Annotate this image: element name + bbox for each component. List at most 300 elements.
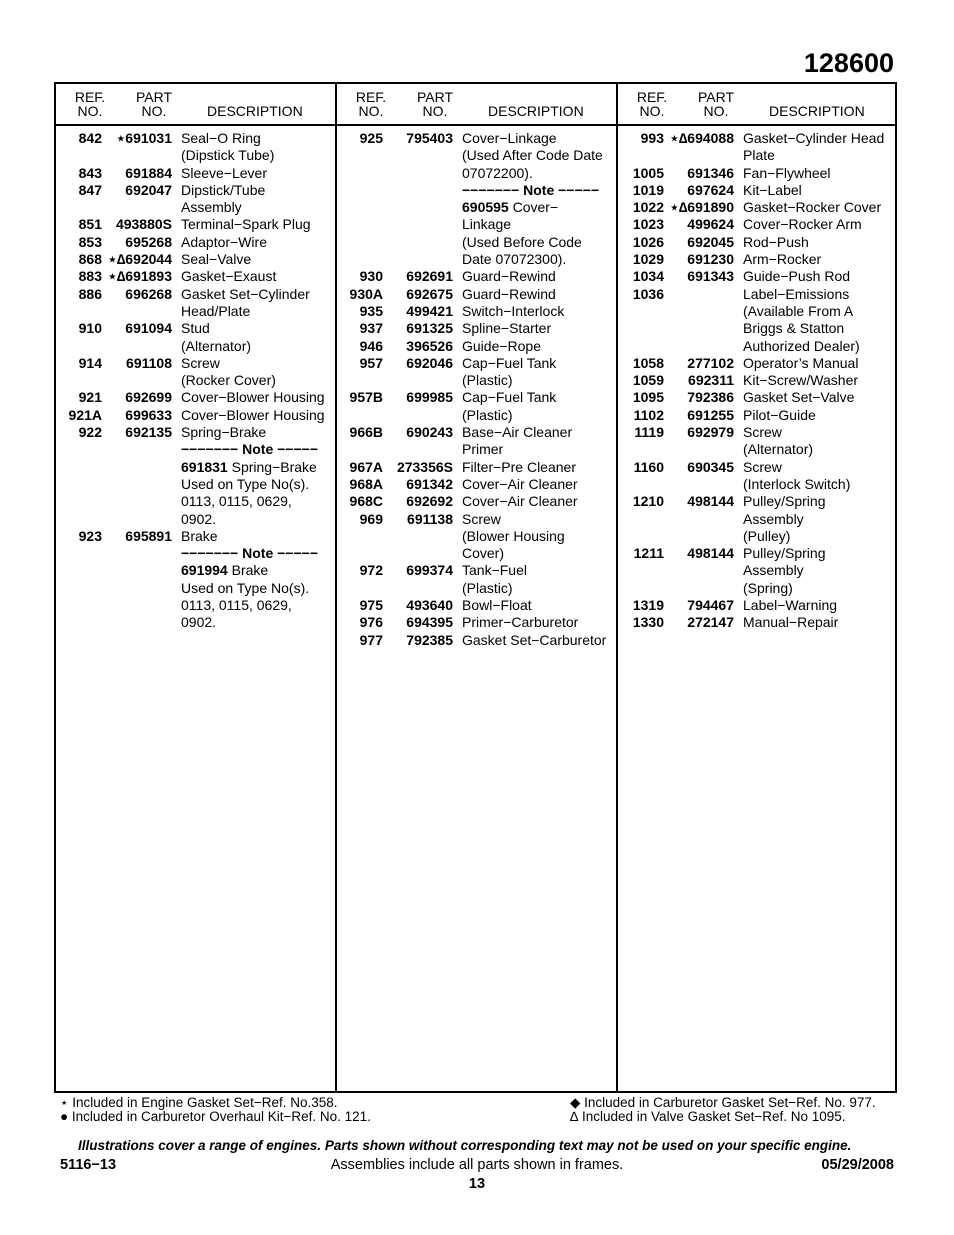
- description-line: (Plastic): [462, 406, 513, 423]
- ref-number: 1319: [632, 597, 664, 614]
- ref-number: 1026: [632, 233, 664, 250]
- description-line: Linkage: [462, 216, 512, 233]
- description-line: Dipstick/Tube: [181, 181, 266, 198]
- table-row: [337, 614, 617, 631]
- table-row: [56, 424, 336, 528]
- parts-list: [618, 130, 898, 632]
- table-row: [618, 268, 898, 285]
- table-row: [337, 389, 617, 424]
- part-number: 695268: [125, 233, 172, 250]
- part-header: PART: [697, 89, 735, 105]
- part-number: 691884: [125, 164, 172, 181]
- description-line: Primer: [462, 441, 504, 458]
- description-line: Terminal−Spark Plug: [181, 216, 311, 233]
- description-line: Spring−Brake: [181, 424, 267, 441]
- description-line: (Used Before Code: [462, 233, 582, 250]
- part-number: ⋆∆694088: [669, 130, 734, 146]
- description: [172, 407, 336, 424]
- note-part-number: −−−−−−− Note −−−−−: [462, 181, 599, 198]
- table-row: [337, 338, 617, 355]
- ref-number: 1119: [634, 424, 664, 441]
- description: [453, 355, 617, 390]
- description: [453, 389, 617, 424]
- description: [453, 614, 617, 631]
- description-line: Fan−Flywheel: [743, 164, 831, 181]
- ref-header: REF.: [636, 89, 668, 105]
- description-line: Used on Type No(s).: [181, 475, 310, 492]
- description-line: Authorized Dealer): [743, 337, 860, 354]
- table-row: [337, 562, 617, 597]
- description-line: Gasket−Cylinder Head: [743, 130, 885, 146]
- description: [734, 424, 898, 459]
- description: [453, 268, 617, 285]
- table-row: [56, 234, 336, 251]
- part-number: 691138: [407, 510, 453, 527]
- description-line: Cover−Air Cleaner: [462, 475, 578, 492]
- ref-number: 925: [359, 130, 383, 146]
- description-line: Kit−Label: [743, 181, 802, 198]
- description-line: Guard−Rewind: [462, 285, 556, 302]
- part-number: 691108: [126, 354, 172, 371]
- description: [734, 597, 898, 614]
- description-line: Gasket−Rocker Cover: [743, 199, 882, 216]
- ref-number: 1211: [633, 545, 664, 562]
- description: [734, 545, 898, 597]
- part-number: 692692: [406, 493, 453, 510]
- parts-table: [54, 82, 897, 1093]
- table-row: [337, 476, 617, 493]
- description-header: DESCRIPTION: [207, 103, 303, 119]
- ref-number: 930: [359, 268, 383, 285]
- description-line: Screw: [743, 424, 782, 441]
- description-line: Primer−Carburetor: [462, 614, 579, 631]
- parts-column-3: [618, 84, 898, 631]
- ref-number: 923: [78, 527, 102, 544]
- description: [453, 476, 617, 493]
- ref-number: 946: [359, 337, 383, 354]
- ref-number: 886: [78, 285, 102, 302]
- description: [172, 528, 336, 632]
- description-line: (Used After Code Date: [462, 147, 603, 164]
- description-line: Pulley/Spring: [743, 545, 826, 562]
- ref-number: 1023: [632, 216, 664, 233]
- column-header: [618, 84, 898, 124]
- part-number: 499421: [406, 302, 453, 319]
- footnote-delta: ∆ Included in Valve Gasket Set−Ref. No 1095.: [570, 1109, 846, 1124]
- description-line: (Pulley): [743, 527, 791, 544]
- description-line: Screw: [743, 458, 782, 475]
- ref-header: REF.: [74, 89, 106, 105]
- table-row: [618, 459, 898, 494]
- part-header: NO.: [703, 103, 729, 119]
- description-line: Switch−Interlock: [462, 302, 565, 319]
- description-line: Cover): [462, 545, 505, 562]
- description-line: (Available From A: [743, 302, 854, 319]
- description-line: Manual−Repair: [743, 614, 839, 631]
- part-number: 493640: [406, 597, 453, 614]
- ref-number: 914: [78, 354, 102, 371]
- part-number: [664, 286, 734, 355]
- description-header: DESCRIPTION: [769, 103, 865, 119]
- part-number: 498144: [687, 493, 734, 510]
- description: [172, 286, 336, 321]
- part-number: 691346: [687, 164, 734, 181]
- ref-number: 1059: [632, 372, 664, 389]
- part-number: 277102: [687, 354, 734, 371]
- ref-number: 935: [359, 302, 383, 319]
- description-line: Head/Plate: [181, 302, 251, 319]
- ref-number: 930A: [349, 285, 383, 302]
- table-row: [56, 130, 336, 165]
- description-line: Adaptor−Wire: [181, 233, 267, 250]
- table-row: [56, 216, 336, 233]
- description: [734, 459, 898, 494]
- ref-number: 842: [78, 130, 102, 146]
- description: [734, 407, 898, 424]
- table-row: [337, 511, 617, 563]
- description-line: Cover−Blower Housing: [181, 389, 325, 406]
- description-line: (Spring): [743, 579, 793, 596]
- parts-column-1: [56, 84, 336, 631]
- table-row: [337, 424, 617, 459]
- part-number: 691325: [406, 320, 453, 337]
- description: [453, 459, 617, 476]
- ref-number: 910: [78, 320, 102, 337]
- table-row: [56, 182, 336, 217]
- ref-number: 968A: [349, 475, 383, 492]
- description: [734, 216, 898, 233]
- description-line: Pulley/Spring: [743, 493, 826, 510]
- description: [734, 614, 898, 631]
- description-line: (Dipstick Tube): [181, 147, 275, 164]
- part-number: 695891: [125, 527, 172, 544]
- description-line: 0902.: [181, 614, 217, 631]
- table-row: [618, 216, 898, 233]
- description: [172, 165, 336, 182]
- model-number: 128600: [803, 48, 894, 78]
- ref-number: 1034: [632, 268, 664, 285]
- description: [734, 355, 898, 372]
- description-line: Spline−Starter: [462, 320, 552, 337]
- description: [172, 182, 336, 217]
- description-line: Cover−Blower Housing: [181, 406, 325, 423]
- description-line: 691831 Spring−Brake: [181, 458, 317, 475]
- assemblies-note: Assemblies include all parts shown in frames.: [330, 1157, 624, 1173]
- part-header: PART: [135, 89, 173, 105]
- ref-number: 967A: [349, 458, 383, 475]
- description-line: Bowl−Float: [462, 597, 532, 614]
- description: [734, 286, 898, 355]
- parts-list: [337, 130, 617, 649]
- part-number: 273356S: [396, 458, 453, 475]
- ref-number: 883: [78, 268, 102, 285]
- ref-header: NO.: [358, 103, 384, 119]
- description-line: [181, 441, 336, 458]
- ref-header: REF.: [355, 89, 387, 105]
- ref-header: NO.: [639, 103, 665, 119]
- description: [453, 303, 617, 320]
- part-number: 692691: [406, 268, 453, 285]
- table-row: [337, 130, 617, 268]
- note-part-number: −−−−−−− Note −−−−−: [181, 441, 318, 458]
- description: [734, 234, 898, 251]
- table-row: [337, 459, 617, 476]
- description-line: Rod−Push: [743, 233, 809, 250]
- table-row: [618, 355, 898, 372]
- table-row: [56, 355, 336, 390]
- description-line: (Alternator): [743, 441, 814, 458]
- ref-number: 966B: [349, 424, 383, 441]
- part-number: 692675: [406, 285, 453, 302]
- table-row: [337, 493, 617, 510]
- table-row: [618, 407, 898, 424]
- description-line: (Plastic): [462, 372, 513, 389]
- ref-number: 843: [78, 164, 102, 181]
- table-row: [56, 389, 336, 406]
- description-line: Cover−Air Cleaner: [462, 493, 578, 510]
- description-line: Used on Type No(s).: [181, 579, 310, 596]
- description: [453, 597, 617, 614]
- description-line: Pilot−Guide: [743, 406, 816, 423]
- part-number: 691230: [687, 251, 734, 268]
- description-line: Base−Air Cleaner: [462, 424, 573, 441]
- part-number: 692046: [406, 354, 453, 371]
- table-row: [337, 268, 617, 285]
- part-number: ⋆∆692044: [107, 251, 172, 268]
- table-row: [618, 251, 898, 268]
- description: [172, 389, 336, 406]
- table-row: [618, 130, 898, 165]
- table-row: [56, 251, 336, 268]
- description-line: 07072200).: [462, 164, 533, 181]
- description-line: Screw: [462, 510, 501, 527]
- part-number: 396526: [406, 337, 453, 354]
- table-row: [618, 389, 898, 406]
- description-line: Gasket−Exaust: [181, 268, 277, 285]
- table-row: [56, 165, 336, 182]
- part-number: 692045: [687, 233, 734, 250]
- description: [453, 286, 617, 303]
- table-row: [56, 528, 336, 632]
- table-row: [337, 355, 617, 390]
- part-number: 498144: [687, 545, 734, 562]
- description-line: 0113, 0115, 0629,: [181, 493, 292, 510]
- part-number: 272147: [687, 614, 734, 631]
- ref-number: 1029: [632, 251, 664, 268]
- description: [453, 562, 617, 597]
- ref-number: 851: [78, 216, 102, 233]
- description-line: Cover−Rocker Arm: [743, 216, 862, 233]
- ref-number: 1102: [633, 406, 664, 423]
- description: [453, 493, 617, 510]
- description: [172, 268, 336, 285]
- description: [172, 130, 336, 165]
- table-row: [618, 286, 898, 355]
- ref-number: 968C: [349, 493, 383, 510]
- description: [734, 372, 898, 389]
- ref-number: 1005: [632, 164, 664, 181]
- description: [734, 251, 898, 268]
- ref-number: 1058: [632, 354, 664, 371]
- description: [734, 389, 898, 406]
- part-number: 792385: [406, 631, 453, 648]
- description-header: DESCRIPTION: [488, 103, 584, 119]
- part-number: 691094: [125, 320, 172, 337]
- description-line: Assembly: [743, 510, 804, 527]
- description-line: Guard−Rewind: [462, 268, 556, 285]
- description: [172, 355, 336, 390]
- part-number: 692135: [125, 424, 172, 441]
- disclaimer: Illustrations cover a range of engines. Parts shown without corresponding text may not be used on your specific engine.: [78, 1138, 852, 1153]
- footnote-diamond: ◆ Included in Carburetor Gasket Set−Ref. No. 977.: [570, 1095, 876, 1110]
- ref-number: 853: [78, 233, 102, 250]
- description: [172, 216, 336, 233]
- ref-number: 1019: [632, 181, 664, 198]
- part-number: ⋆∆691890: [669, 199, 734, 216]
- part-number: 696268: [125, 285, 172, 302]
- header-divider: [56, 124, 895, 126]
- part-number: 792386: [687, 389, 734, 406]
- description-line: Label−Warning: [743, 597, 838, 614]
- description-line: [181, 545, 336, 562]
- description-line: Gasket Set−Valve: [743, 389, 855, 406]
- description: [734, 268, 898, 285]
- description-line: Date 07072300).: [462, 251, 567, 268]
- ref-number: 868: [78, 251, 102, 268]
- table-row: [618, 614, 898, 631]
- description: [734, 182, 898, 199]
- ref-number: 1022: [632, 199, 664, 216]
- description-line: Gasket Set−Cylinder: [181, 285, 310, 302]
- table-row: [56, 268, 336, 285]
- part-number: 493880S: [115, 216, 172, 233]
- footnote-star: ⋆ Included in Engine Gasket Set−Ref. No.358.: [60, 1095, 338, 1110]
- description-line: Operator’s Manual: [743, 354, 859, 371]
- table-row: [337, 632, 617, 649]
- table-row: [337, 286, 617, 303]
- description: [172, 251, 336, 268]
- part-number: 691342: [406, 475, 453, 492]
- table-row: [337, 597, 617, 614]
- ref-number: 921: [78, 389, 102, 406]
- part-header: NO.: [422, 103, 448, 119]
- ref-header: NO.: [77, 103, 103, 119]
- parts-list: [56, 130, 336, 632]
- document-code: 5116−13: [60, 1157, 117, 1173]
- part-number: 795403: [406, 130, 453, 146]
- description-line: Cover−Linkage: [462, 130, 557, 146]
- table-row: [56, 320, 336, 355]
- description-line: Plate: [743, 147, 775, 164]
- description-line: Guide−Rope: [462, 337, 542, 354]
- table-row: [618, 545, 898, 597]
- description-line: 691994 Brake: [181, 562, 269, 579]
- description-line: Guide−Push Rod: [743, 268, 851, 285]
- part-number: ⋆∆691893: [107, 268, 172, 285]
- description-line: 690595 Cover−: [462, 199, 559, 216]
- note-part-number: 690595: [462, 199, 509, 216]
- description: [734, 130, 898, 165]
- description-line: Label−Emissions: [743, 285, 850, 302]
- note-part-number: 691831: [181, 458, 228, 475]
- ref-number: 972: [359, 562, 383, 579]
- description-line: (Rocker Cover): [181, 372, 276, 389]
- table-row: [337, 303, 617, 320]
- ref-number: 1330: [632, 614, 664, 631]
- part-number: ⋆691031: [116, 130, 172, 146]
- description-line: Assembly: [181, 199, 242, 216]
- description-line: Seal−O Ring: [181, 130, 261, 146]
- description-line: Seal−Valve: [181, 251, 252, 268]
- table-row: [56, 407, 336, 424]
- ref-number: 1210: [632, 493, 664, 510]
- part-header: PART: [416, 89, 454, 105]
- description: [453, 632, 617, 649]
- part-header: NO.: [141, 103, 167, 119]
- description-line: Gasket Set−Carburetor: [462, 631, 607, 648]
- ref-number: 922: [78, 424, 102, 441]
- ref-number: 1160: [633, 458, 664, 475]
- ref-number: 976: [359, 614, 383, 631]
- ref-number: 957: [359, 354, 383, 371]
- description-line: Arm−Rocker: [743, 251, 822, 268]
- part-number: 690345: [687, 458, 734, 475]
- table-row: [618, 424, 898, 459]
- description-line: (Interlock Switch): [743, 475, 851, 492]
- part-number: 794467: [687, 597, 734, 614]
- ref-number: 993: [640, 130, 664, 146]
- parts-column-2: [337, 84, 617, 648]
- part-number: 699633: [125, 406, 172, 423]
- table-row: [618, 234, 898, 251]
- part-number: 699985: [406, 389, 453, 406]
- description: [734, 199, 898, 216]
- table-row: [618, 493, 898, 545]
- table-row: [618, 597, 898, 614]
- description-line: Brake: [181, 527, 218, 544]
- description: [734, 493, 898, 545]
- description-line: Screw: [181, 354, 220, 371]
- description: [172, 320, 336, 355]
- description: [453, 338, 617, 355]
- description-line: Filter−Pre Cleaner: [462, 458, 576, 475]
- ref-number: 937: [359, 320, 383, 337]
- description-line: Kit−Screw/Washer: [743, 372, 859, 389]
- ref-number: 921A: [68, 406, 102, 423]
- part-number: 690243: [406, 424, 453, 441]
- part-number: 691255: [687, 406, 734, 423]
- table-row: [56, 286, 336, 321]
- footnote-dot: ● Included in Carburetor Overhaul Kit−Ref. No. 121.: [60, 1109, 371, 1124]
- ref-number: 847: [78, 181, 102, 198]
- description-line: Briggs & Statton: [743, 320, 845, 337]
- description: [453, 511, 617, 563]
- description: [734, 165, 898, 182]
- description-line: Sleeve−Lever: [181, 164, 268, 181]
- document-date: 05/29/2008: [821, 1157, 894, 1173]
- ref-number: 977: [359, 631, 383, 648]
- ref-number: 957B: [349, 389, 383, 406]
- table-row: [618, 372, 898, 389]
- part-number: 692311: [688, 372, 734, 389]
- column-header: [56, 84, 336, 124]
- description: [453, 130, 617, 268]
- table-row: [618, 165, 898, 182]
- part-number: 691343: [687, 268, 734, 285]
- description-line: Cap−Fuel Tank: [462, 354, 557, 371]
- description-line: (Alternator): [181, 337, 252, 354]
- part-number: 694395: [406, 614, 453, 631]
